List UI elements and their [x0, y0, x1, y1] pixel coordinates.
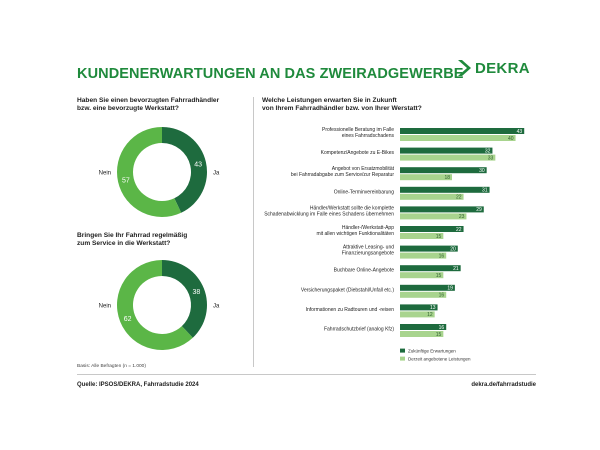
- question-1-line-1: Haben Sie einen bevorzugten Fahrradhändler: [77, 97, 220, 104]
- bar-value: 23: [458, 214, 465, 221]
- donut-label-ja: Ja: [213, 170, 220, 177]
- legend-label: Derzeit angebotene Leistungen: [408, 356, 471, 362]
- question-3: [262, 97, 542, 113]
- donut-value-nein: 57: [121, 177, 130, 185]
- category-label: Händler/Werkstatt sollte die komplette Schadenabwicklung im Falle eines Schadens übernehmen: [264, 205, 394, 218]
- bar-value: 16: [438, 253, 445, 260]
- legend-swatch: [400, 349, 405, 353]
- category-label: Fahrradschutzbrief (analog Kfz): [323, 326, 394, 333]
- category-label: Buchbare Online-Angebote: [333, 267, 394, 274]
- page-title: KUNDENERWARTUNGEN AN DAS ZWEIRADGEWERBE: [77, 66, 464, 82]
- legend-label: Zukünftige Erwartungen: [408, 348, 456, 354]
- bar-value: 15: [435, 331, 442, 338]
- bar-future: [400, 148, 492, 154]
- bar-value: 16: [438, 324, 445, 331]
- donut-value-nein: 62: [123, 316, 132, 324]
- base-note: Basis: Alle Befragten (n = 1.000): [77, 364, 146, 369]
- vertical-divider: [253, 97, 254, 367]
- source-note: Quelle: IPSOS/DEKRA, Fahrradstudie 2024: [77, 382, 199, 388]
- bar-value: 19: [447, 285, 453, 292]
- bar-value: 30: [479, 168, 485, 174]
- bar-value: 18: [444, 175, 450, 181]
- question-2-line-2: zum Service in die Werkstatt?: [77, 240, 171, 248]
- bar-value: 21: [453, 266, 459, 272]
- donut-label-ja: Ja: [213, 303, 220, 310]
- category-label: Angebot von Ersatzmobilität bei Fahrradabgabe zum Service/zur Reparatur: [290, 166, 394, 179]
- bar-value: 31: [481, 187, 488, 194]
- dekra-logo-icon: [456, 58, 474, 78]
- bar-value: 22: [455, 194, 462, 201]
- category-label: Professionelle Beratung im Falle eines Fahrradschadens: [322, 127, 394, 139]
- bar-value: 40: [507, 135, 514, 142]
- category-label: Online-Terminvereinbarung: [333, 189, 394, 196]
- category-label: Versicherungspaket (Diebstahl/Unfall etc.): [300, 287, 394, 294]
- bar-future: [400, 187, 490, 193]
- bar-value: 29: [476, 207, 482, 214]
- question-1-line-2: bzw. eine bevorzugte Werkstatt?: [77, 105, 179, 113]
- bar-future: [400, 167, 487, 173]
- bar-value: 12: [427, 312, 433, 319]
- bar-chart-future-services: [262, 120, 542, 370]
- category-label: Kompetenz/Angebote zu E-Bikes: [320, 150, 394, 157]
- legend-swatch: [400, 357, 405, 361]
- bar-value: 32: [484, 148, 491, 155]
- study-url: dekra.de/fahrradstudie: [471, 382, 536, 388]
- bar-value: 15: [435, 273, 442, 279]
- bar-value: 43: [516, 128, 523, 135]
- bar-value: 15: [435, 233, 442, 240]
- question-2: [77, 232, 247, 248]
- donut-chart-preferred-dealer: [77, 120, 247, 220]
- bar-future: [400, 226, 464, 232]
- donut-value-ja: 43: [194, 161, 203, 169]
- bar-value: 16: [438, 292, 445, 299]
- bar-future: [400, 206, 484, 212]
- category-label: Informationen zu Radtouren und -reisen: [305, 306, 394, 313]
- footer-divider: [77, 374, 536, 375]
- bar-future: [400, 128, 524, 134]
- category-label: Attraktive Leasing- und Finanzierungsangebote: [341, 244, 394, 257]
- donut-slice-ja: [162, 260, 207, 338]
- question-3-line-2: von Ihrem Fahrradhändler bzw. von Ihrer Werstatt?: [262, 105, 422, 113]
- donut-chart-regular-service: [77, 253, 247, 353]
- bar-value: 33: [487, 155, 494, 162]
- question-1: [77, 97, 247, 113]
- bar-value: 20: [450, 246, 456, 253]
- bar-current: [400, 135, 516, 141]
- bar-value: 22: [455, 226, 462, 233]
- bar-value: 13: [429, 305, 436, 312]
- bar-current: [400, 194, 464, 200]
- category-label: Händler-/Werkstatt-App mit allen wichtigen Funktionalitäten: [316, 225, 394, 237]
- question-3-line-1: Welche Leistungen erwarten Sie in Zukunft: [262, 97, 397, 104]
- donut-label-nein: Nein: [98, 303, 111, 310]
- question-2-line-1: Bringen Sie Ihr Fahrrad regelmäßig: [77, 232, 188, 239]
- donut-label-nein: Nein: [98, 170, 111, 177]
- dekra-logo: [456, 58, 536, 80]
- bar-future: [400, 246, 458, 252]
- logo-text: DEKRA: [475, 60, 530, 77]
- donut-value-ja: 38: [192, 288, 201, 296]
- bar-current: [400, 155, 495, 161]
- donut-slice-ja: [162, 127, 207, 213]
- bar-future: [400, 265, 461, 271]
- bar-current: [400, 213, 466, 219]
